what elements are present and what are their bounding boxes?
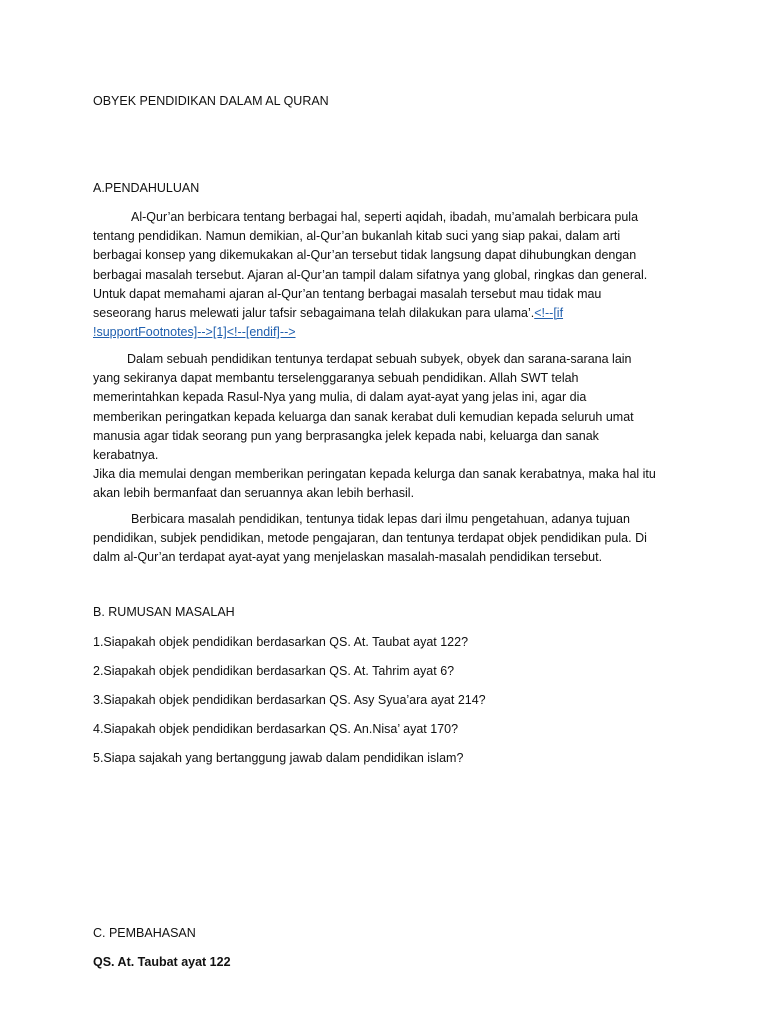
paragraph-line (93, 323, 685, 342)
document-title: OBYEK PENDIDIKAN DALAM AL QURAN (93, 94, 329, 108)
paragraph-line: tentang pendidikan. Namun demikian, al-Qur’an bukanlah kitab suci yang siap pakai, dalam arti (93, 229, 621, 244)
footnote-link-part1[interactable]: <!--[if (534, 306, 564, 321)
question-item: 4.Siapakah objek pendidikan berdasarkan QS. An.Nisa’ ayat 170? (93, 722, 459, 736)
paragraph-introduction (93, 208, 685, 342)
paragraph-line: berbagai konsep yang dikemukakan al-Qur’an tersebut tidak langsung dapat dihubungkan dengan (93, 248, 637, 263)
paragraph-line: Jika dia memulai dengan memberikan peringatan kepada kelurga dan sanak kerabatnya, maka hal itu (93, 467, 656, 482)
paragraph-line: memerintahkan kepada Rasul-Nya yang mulia, di dalam ayat-ayat yang jelas ini, agar dia (93, 390, 587, 405)
paragraph-line: Untuk dapat memahami ajaran al-Qur’an tentang berbagai masalah tersebut mau tidak mau (93, 286, 602, 301)
section-c-heading: C. PEMBAHASAN (93, 926, 196, 940)
paragraph-line: Dalam sebuah pendidikan tentunya terdapat sebuah subyek, obyek dan sarana-sarana lain (127, 352, 632, 366)
paragraph-line-text: seseorang harus melewati jalur tafsir sebagaimana telah dilakukan para ulama’. (93, 306, 535, 321)
paragraph-line (93, 304, 685, 323)
question-item: 3.Siapakah objek pendidikan berdasarkan QS. Asy Syua’ara ayat 214? (93, 693, 486, 707)
paragraph-line: akan lebih bermanfaat dan seruannya akan lebih berhasil. (93, 486, 415, 501)
question-item: 2.Siapakah objek pendidikan berdasarkan QS. At. Tahrim ayat 6? (93, 664, 455, 678)
paragraph-line: berbagai masalah tersebut. Ajaran al-Qur’an tampil dalam sifatnya yang global, ringkas dan general. (93, 267, 648, 282)
paragraph-education-topics (93, 510, 685, 568)
paragraph-line: dalm al-Qur’an terdapat ayat-ayat yang menjelaskan masalah-masalah pendidikan tersebut. (93, 550, 603, 565)
paragraph-line: yang sekiranya dapat membantu terselenggaranya sebuah pendidikan. Allah SWT telah (93, 371, 579, 386)
paragraph-line: Berbicara masalah pendidikan, tentunya tidak lepas dari ilmu pengetahuan, adanya tujuan (131, 512, 630, 526)
question-item: 1.Siapakah objek pendidikan berdasarkan QS. At. Taubat ayat 122? (93, 635, 469, 649)
paragraph-subject-object (93, 350, 685, 504)
section-b-heading: B. RUMUSAN MASALAH (93, 605, 235, 619)
question-item: 5.Siapa sajakah yang bertanggung jawab dalam pendidikan islam? (93, 751, 464, 765)
footnote-link-part2[interactable]: !supportFootnotes]-->[1]<!--[endif]--> (93, 325, 296, 340)
paragraph-line: memberikan peringatkan kepada keluarga dan sanak kerabat duli kemudian kepada seluruh umat (93, 409, 634, 424)
paragraph-line: manusia agar tidak seorang pun yang berprasangka jelek kepada nabi, keluarga dan sanak (93, 428, 599, 443)
paragraph-line: Al-Qur’an berbicara tentang berbagai hal, seperti aqidah, ibadah, mu’amalah berbicara pula (131, 210, 639, 224)
section-a-heading: A.PENDAHULUAN (93, 181, 200, 195)
paragraph-line: kerabatnya. (93, 448, 159, 463)
paragraph-line: pendidikan, subjek pendidikan, metode pengajaran, dan tentunya terdapat objek pendidikan pula. Di (93, 531, 647, 546)
subheading-taubat: QS. At. Taubat ayat 122 (93, 955, 231, 969)
